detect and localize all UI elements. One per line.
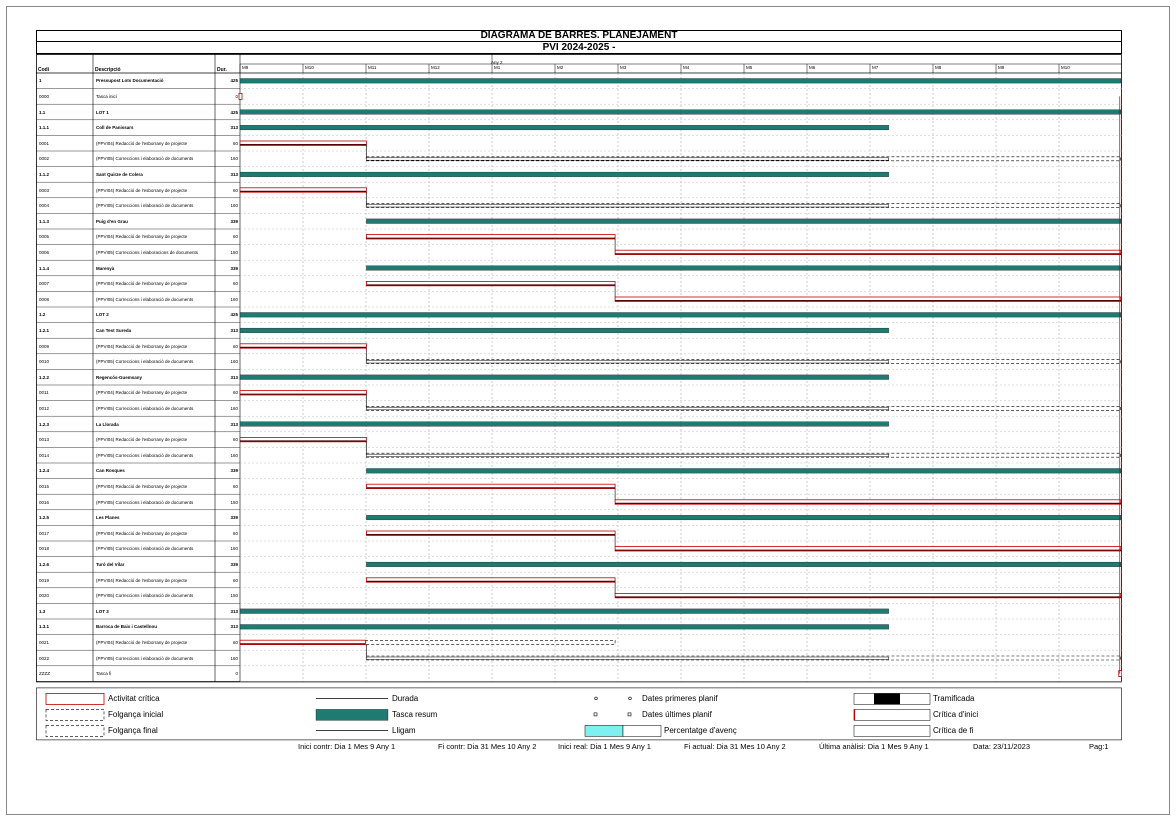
row-code: 1.2 xyxy=(39,312,46,318)
row-duration: 150 xyxy=(230,593,238,599)
row-duration: 60 xyxy=(232,530,238,536)
row-description: Can Test Sureda xyxy=(96,327,132,333)
row-description: (PPVI05) Correccions i elaboració de documents xyxy=(96,405,194,411)
summary-bar xyxy=(240,79,1121,84)
row-code: 1.1 xyxy=(39,109,46,115)
month-label: M7 xyxy=(872,65,879,70)
row-description: (PPVI05) Correccions i elaboració de documents xyxy=(96,655,194,661)
legend-first-dates-start xyxy=(595,697,598,700)
row-duration: 313 xyxy=(230,624,238,630)
month-label: M3 xyxy=(620,65,627,70)
row-description: (PPVI05) Correccions i elaboració de documents xyxy=(96,546,194,552)
row-code: 1.2.5 xyxy=(39,515,50,521)
month-label: M6 xyxy=(809,65,816,70)
row-description: Puig d'en Grau xyxy=(96,218,128,224)
row-description: Les Planes xyxy=(96,515,120,521)
month-label: M10 xyxy=(1061,65,1070,70)
legend-link-label: Lligam xyxy=(392,726,416,736)
row-duration: 60 xyxy=(232,390,238,396)
row-description: Turó del Vilar xyxy=(96,561,125,567)
row-description: LOT 3 xyxy=(96,608,109,614)
row-description: (PPVI04) Redacció de l'esborrany de projecte xyxy=(96,530,188,536)
legend-split-fill xyxy=(874,693,900,704)
row-description: LOT 2 xyxy=(96,312,109,318)
row-code: 1.1.2 xyxy=(39,171,50,177)
row-duration: 339 xyxy=(230,515,238,521)
row-description: (PPVI04) Redacció de l'esborrany de projecte xyxy=(96,234,188,240)
summary-bar xyxy=(240,422,889,427)
row-code: 1.1.3 xyxy=(39,218,50,224)
row-code: 0011 xyxy=(39,390,49,396)
row-code: 0005 xyxy=(39,234,50,240)
row-description: (PPVI05) Correccions i elaboració de documents xyxy=(96,452,194,458)
row-code: 0021 xyxy=(39,639,50,645)
legend-progress-label: Percentatge d'avenç xyxy=(664,726,737,736)
row-code: 0001 xyxy=(39,140,50,146)
row-description: Tasca inici xyxy=(96,93,117,99)
summary-bar xyxy=(366,266,1120,271)
row-duration: 160 xyxy=(230,546,238,552)
legend-last-dates-start xyxy=(594,713,597,716)
row-duration: 425 xyxy=(230,78,238,84)
row-code: 1.2.3 xyxy=(39,421,50,427)
header-duration: Dur. xyxy=(217,67,227,73)
row-duration: 0 xyxy=(235,93,238,99)
row-duration: 313 xyxy=(230,125,238,131)
row-description: (PPVI05) Correccions i elaboració de documents xyxy=(96,296,194,302)
row-code: 0015 xyxy=(39,483,50,489)
end-milestone xyxy=(1119,671,1122,677)
legend-first-dates-label: Dates primeres planif xyxy=(642,694,718,704)
summary-bar xyxy=(240,313,1121,318)
task-bar xyxy=(366,407,888,409)
month-label: M9 xyxy=(242,65,249,70)
row-duration: 313 xyxy=(230,327,238,333)
row-description: (PPVI05) Correccions i elaboració de documents xyxy=(96,156,194,162)
row-duration: 313 xyxy=(230,374,238,380)
legend-critical-label: Activitat crítica xyxy=(108,694,160,704)
legend-initial-slack-swatch xyxy=(46,709,104,720)
row-code: 1.3.1 xyxy=(39,624,50,630)
row-description: Can Rosques xyxy=(96,468,125,474)
row-duration: 313 xyxy=(230,608,238,614)
row-duration: 160 xyxy=(230,405,238,411)
legend-duration-label: Durada xyxy=(392,694,419,704)
row-duration: 60 xyxy=(232,187,238,193)
row-description: (PPVI05) Correccions i elaboració de documents xyxy=(96,593,194,599)
start-milestone xyxy=(239,93,242,99)
month-label: M2 xyxy=(557,65,564,70)
row-duration: 339 xyxy=(230,468,238,474)
row-code: 1.2.1 xyxy=(39,327,50,333)
summary-bar xyxy=(240,609,889,614)
month-label: M8 xyxy=(935,65,942,70)
task-bar xyxy=(366,158,888,160)
row-code: 0010 xyxy=(39,359,50,365)
summary-bar xyxy=(240,172,889,177)
row-duration: 339 xyxy=(230,561,238,567)
summary-bar xyxy=(366,515,1120,520)
row-code: 1.2.4 xyxy=(39,468,50,474)
row-code: 0007 xyxy=(39,281,50,287)
legend-progress-rest xyxy=(623,725,661,736)
footer-real-start: Inici real: Dia 1 Mes 9 Any 1 xyxy=(558,742,651,752)
task-bar xyxy=(366,205,888,207)
row-duration: 60 xyxy=(232,140,238,146)
row-description: (PPVI05) Correccions i elaboracions de documents xyxy=(96,249,199,255)
row-code: 1.1.4 xyxy=(39,265,50,271)
footer-current-end: Fi actual: Dia 31 Mes 10 Any 2 xyxy=(684,742,786,752)
month-label: M5 xyxy=(746,65,753,70)
legend-initial-slack-label: Folgança inicial xyxy=(108,710,164,720)
legend-end-critical-swatch xyxy=(854,725,930,736)
row-description: Barroca de Baix i Castellnou xyxy=(96,624,158,630)
row-duration: 60 xyxy=(232,639,238,645)
row-code: ZZZZ xyxy=(39,671,50,677)
legend-split-label: Tramificada xyxy=(933,694,975,704)
row-code: 1.2.6 xyxy=(39,561,50,567)
row-code: 0006 xyxy=(39,249,50,255)
row-duration: 160 xyxy=(230,296,238,302)
row-description: Marenyà xyxy=(96,265,115,271)
row-description: Regencós-Guemsany xyxy=(96,374,143,380)
gantt-sheet xyxy=(36,30,1122,775)
row-duration: 425 xyxy=(230,312,238,318)
row-duration: 60 xyxy=(232,483,238,489)
row-description: (PPVI05) Correccions i elaboració de documents xyxy=(96,499,194,505)
summary-bar xyxy=(366,219,1120,224)
row-code: 0016 xyxy=(39,499,50,505)
row-duration: 60 xyxy=(232,343,238,349)
legend-first-dates-end xyxy=(629,697,632,700)
summary-bar xyxy=(240,625,889,630)
task-bar xyxy=(366,657,888,659)
row-code: 0008 xyxy=(39,296,50,302)
row-description: (PPVI04) Redacció de l'esborrany de projecte xyxy=(96,140,188,146)
row-duration: 313 xyxy=(230,421,238,427)
legend-progress-fill xyxy=(585,725,623,736)
legend-start-critical-swatch xyxy=(854,709,930,720)
row-description: LOT 1 xyxy=(96,109,109,115)
legend-last-dates-end xyxy=(628,713,631,716)
row-duration: 339 xyxy=(230,218,238,224)
row-duration: 60 xyxy=(232,437,238,443)
row-code: 0002 xyxy=(39,156,50,162)
legend-final-slack-swatch xyxy=(46,725,104,736)
month-label: M9 xyxy=(998,65,1005,70)
row-description: (PPVI04) Redacció de l'esborrany de projecte xyxy=(96,639,188,645)
header-year: Any 2 xyxy=(491,60,503,65)
summary-bar xyxy=(366,469,1120,474)
summary-bar xyxy=(240,125,889,130)
row-description: Sant Quirze de Colera xyxy=(96,171,143,177)
row-code: 0003 xyxy=(39,187,50,193)
legend-last-dates-label: Dates últimes planif xyxy=(642,710,712,720)
footer-contract-end: Fi contr: Dia 31 Mes 10 Any 2 xyxy=(438,742,537,752)
legend-summary-label: Tasca resum xyxy=(392,710,438,720)
row-duration: 150 xyxy=(230,249,238,255)
row-description: (PPVI05) Correccions i elaboració de documents xyxy=(96,203,194,209)
row-description: (PPVI04) Redacció de l'esborrany de projecte xyxy=(96,483,188,489)
row-duration: 60 xyxy=(232,281,238,287)
row-code: 0020 xyxy=(39,593,50,599)
row-description: (PPVI04) Redacció de l'esborrany de projecte xyxy=(96,281,188,287)
row-description: (PPVI05) Correccions i elaboració de documents xyxy=(96,359,194,365)
row-description: (PPVI04) Redacció de l'esborrany de projecte xyxy=(96,577,188,583)
row-duration: 60 xyxy=(232,234,238,240)
row-description: La Llorada xyxy=(96,421,119,427)
row-description: Pressupost Lots Documentació xyxy=(96,78,164,84)
legend-end-critical-label: Crítica de fi xyxy=(933,726,974,736)
row-code: 0014 xyxy=(39,452,50,458)
month-label: M11 xyxy=(368,65,377,70)
row-duration: 339 xyxy=(230,265,238,271)
row-description: (PPVI04) Redacció de l'esborrany de projecte xyxy=(96,187,188,193)
row-duration: 160 xyxy=(230,203,238,209)
row-code: 0009 xyxy=(39,343,50,349)
row-duration: 313 xyxy=(230,171,238,177)
row-description: Coll de Panissars xyxy=(96,125,134,131)
row-duration: 160 xyxy=(230,359,238,365)
row-duration: 0 xyxy=(235,671,238,677)
footer-contract-start: Inici contr: Dia 1 Mes 9 Any 1 xyxy=(298,742,396,752)
footer-page: Pag:1 xyxy=(1089,742,1109,752)
row-code: 0022 xyxy=(39,655,50,661)
row-code: 1 xyxy=(39,78,42,84)
month-label: M12 xyxy=(431,65,440,70)
row-duration: 150 xyxy=(230,499,238,505)
row-duration: 160 xyxy=(230,452,238,458)
month-label: M10 xyxy=(305,65,314,70)
row-code: 0013 xyxy=(39,437,50,443)
row-code: 0019 xyxy=(39,577,50,583)
header-description: Descripció xyxy=(95,67,121,73)
month-label: M4 xyxy=(683,65,690,70)
page-title: DIAGRAMA DE BARRES. PLANEJAMENT xyxy=(36,30,1122,42)
row-description: (PPVI04) Redacció de l'esborrany de projecte xyxy=(96,343,188,349)
row-duration: 60 xyxy=(232,577,238,583)
summary-bar xyxy=(240,375,889,380)
legend-start-critical-label: Crítica d'inici xyxy=(933,710,979,720)
legend-final-slack-label: Folgança final xyxy=(108,726,158,736)
row-code: 1.2.2 xyxy=(39,374,50,380)
row-code: 1.1.1 xyxy=(39,125,50,131)
summary-bar xyxy=(366,562,1120,567)
row-duration: 160 xyxy=(230,156,238,162)
row-code: 0017 xyxy=(39,530,50,536)
row-description: (PPVI04) Redacció de l'esborrany de projecte xyxy=(96,437,188,443)
summary-bar xyxy=(240,328,889,333)
legend-critical-swatch xyxy=(46,693,104,704)
row-code: 0004 xyxy=(39,203,50,209)
row-description: (PPVI04) Redacció de l'esborrany de projecte xyxy=(96,390,188,396)
page-subtitle: PVI 2024-2025 - xyxy=(36,42,1122,54)
task-bar xyxy=(366,361,888,363)
row-description: Tasca fi xyxy=(96,671,112,677)
row-code: 0018 xyxy=(39,546,50,552)
row-code: 0012 xyxy=(39,405,50,411)
summary-bar xyxy=(240,110,1121,115)
legend-summary-swatch xyxy=(316,709,388,720)
task-bar xyxy=(366,454,888,456)
footer-date: Data: 23/11/2023 xyxy=(973,742,1030,752)
row-duration: 425 xyxy=(230,109,238,115)
header-code: Codi xyxy=(38,67,50,73)
row-code: 0000 xyxy=(39,93,50,99)
footer-last-analysis: Última anàlisi: Dia 1 Mes 9 Any 1 xyxy=(819,742,929,752)
month-label: M1 xyxy=(494,65,501,70)
row-duration: 160 xyxy=(230,655,238,661)
row-code: 1.3 xyxy=(39,608,46,614)
